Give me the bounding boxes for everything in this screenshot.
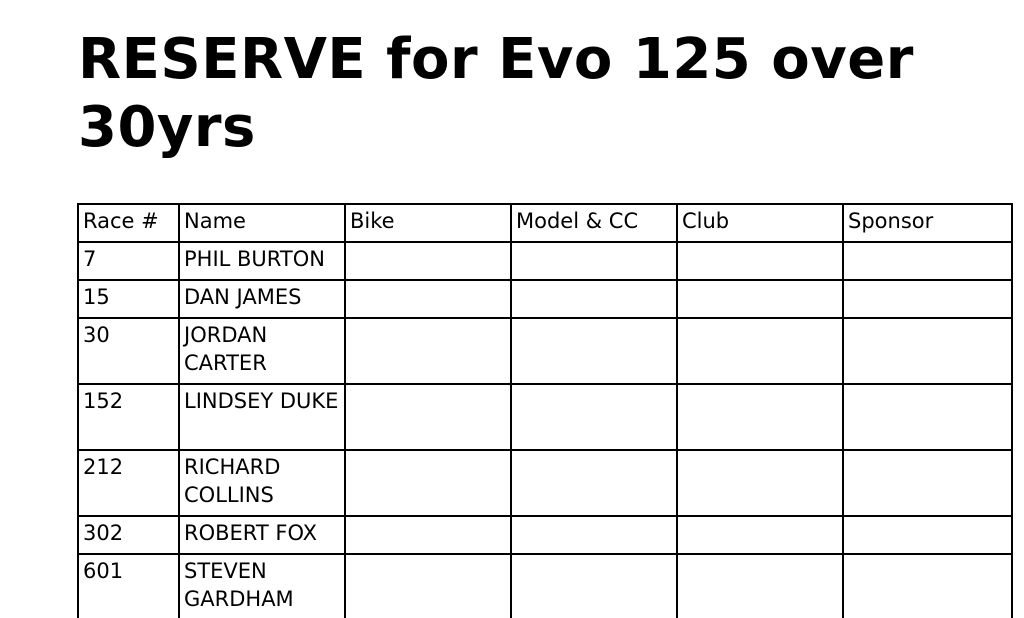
model-cc-cell — [511, 516, 677, 554]
reserve-entries-table — [77, 203, 1013, 618]
column-header-name: Name — [179, 204, 345, 242]
club-cell — [677, 450, 843, 516]
bike-cell — [345, 318, 511, 384]
club-cell — [677, 280, 843, 318]
sponsor-cell — [843, 242, 1012, 280]
bike-cell — [345, 516, 511, 554]
table-header-row — [78, 204, 1012, 242]
model-cc-cell — [511, 318, 677, 384]
name-cell: STEVEN GARDHAM — [179, 554, 345, 618]
column-header-model-cc: Model & CC — [511, 204, 677, 242]
table-row — [78, 450, 1012, 516]
model-cc-cell — [511, 384, 677, 450]
sponsor-cell — [843, 554, 1012, 618]
model-cc-cell — [511, 242, 677, 280]
table-row — [78, 242, 1012, 280]
table-row — [78, 318, 1012, 384]
club-cell — [677, 242, 843, 280]
column-header-race-number: Race # — [78, 204, 179, 242]
column-header-club: Club — [677, 204, 843, 242]
page-title: RESERVE for Evo 125 over 30yrs — [78, 27, 914, 160]
club-cell — [677, 318, 843, 384]
table-row — [78, 516, 1012, 554]
race-number-cell: 15 — [78, 280, 179, 318]
table-row — [78, 554, 1012, 618]
sponsor-cell — [843, 280, 1012, 318]
name-cell: PHIL BURTON — [179, 242, 345, 280]
race-number-cell: 601 — [78, 554, 179, 618]
bike-cell — [345, 554, 511, 618]
model-cc-cell — [511, 280, 677, 318]
sponsor-cell — [843, 318, 1012, 384]
race-number-cell: 302 — [78, 516, 179, 554]
table-row — [78, 384, 1012, 450]
column-header-sponsor: Sponsor — [843, 204, 1012, 242]
sponsor-cell — [843, 384, 1012, 450]
name-cell: ROBERT FOX — [179, 516, 345, 554]
race-number-cell: 30 — [78, 318, 179, 384]
club-cell — [677, 516, 843, 554]
name-cell: JORDAN CARTER — [179, 318, 345, 384]
sponsor-cell — [843, 516, 1012, 554]
name-cell: LINDSEY DUKE — [179, 384, 345, 450]
race-number-cell: 212 — [78, 450, 179, 516]
model-cc-cell — [511, 554, 677, 618]
bike-cell — [345, 280, 511, 318]
race-number-cell: 7 — [78, 242, 179, 280]
sponsor-cell — [843, 450, 1012, 516]
bike-cell — [345, 384, 511, 450]
club-cell — [677, 554, 843, 618]
column-header-bike: Bike — [345, 204, 511, 242]
name-cell: RICHARD COLLINS — [179, 450, 345, 516]
bike-cell — [345, 450, 511, 516]
name-cell: DAN JAMES — [179, 280, 345, 318]
club-cell — [677, 384, 843, 450]
table-row — [78, 280, 1012, 318]
model-cc-cell — [511, 450, 677, 516]
bike-cell — [345, 242, 511, 280]
race-number-cell: 152 — [78, 384, 179, 450]
